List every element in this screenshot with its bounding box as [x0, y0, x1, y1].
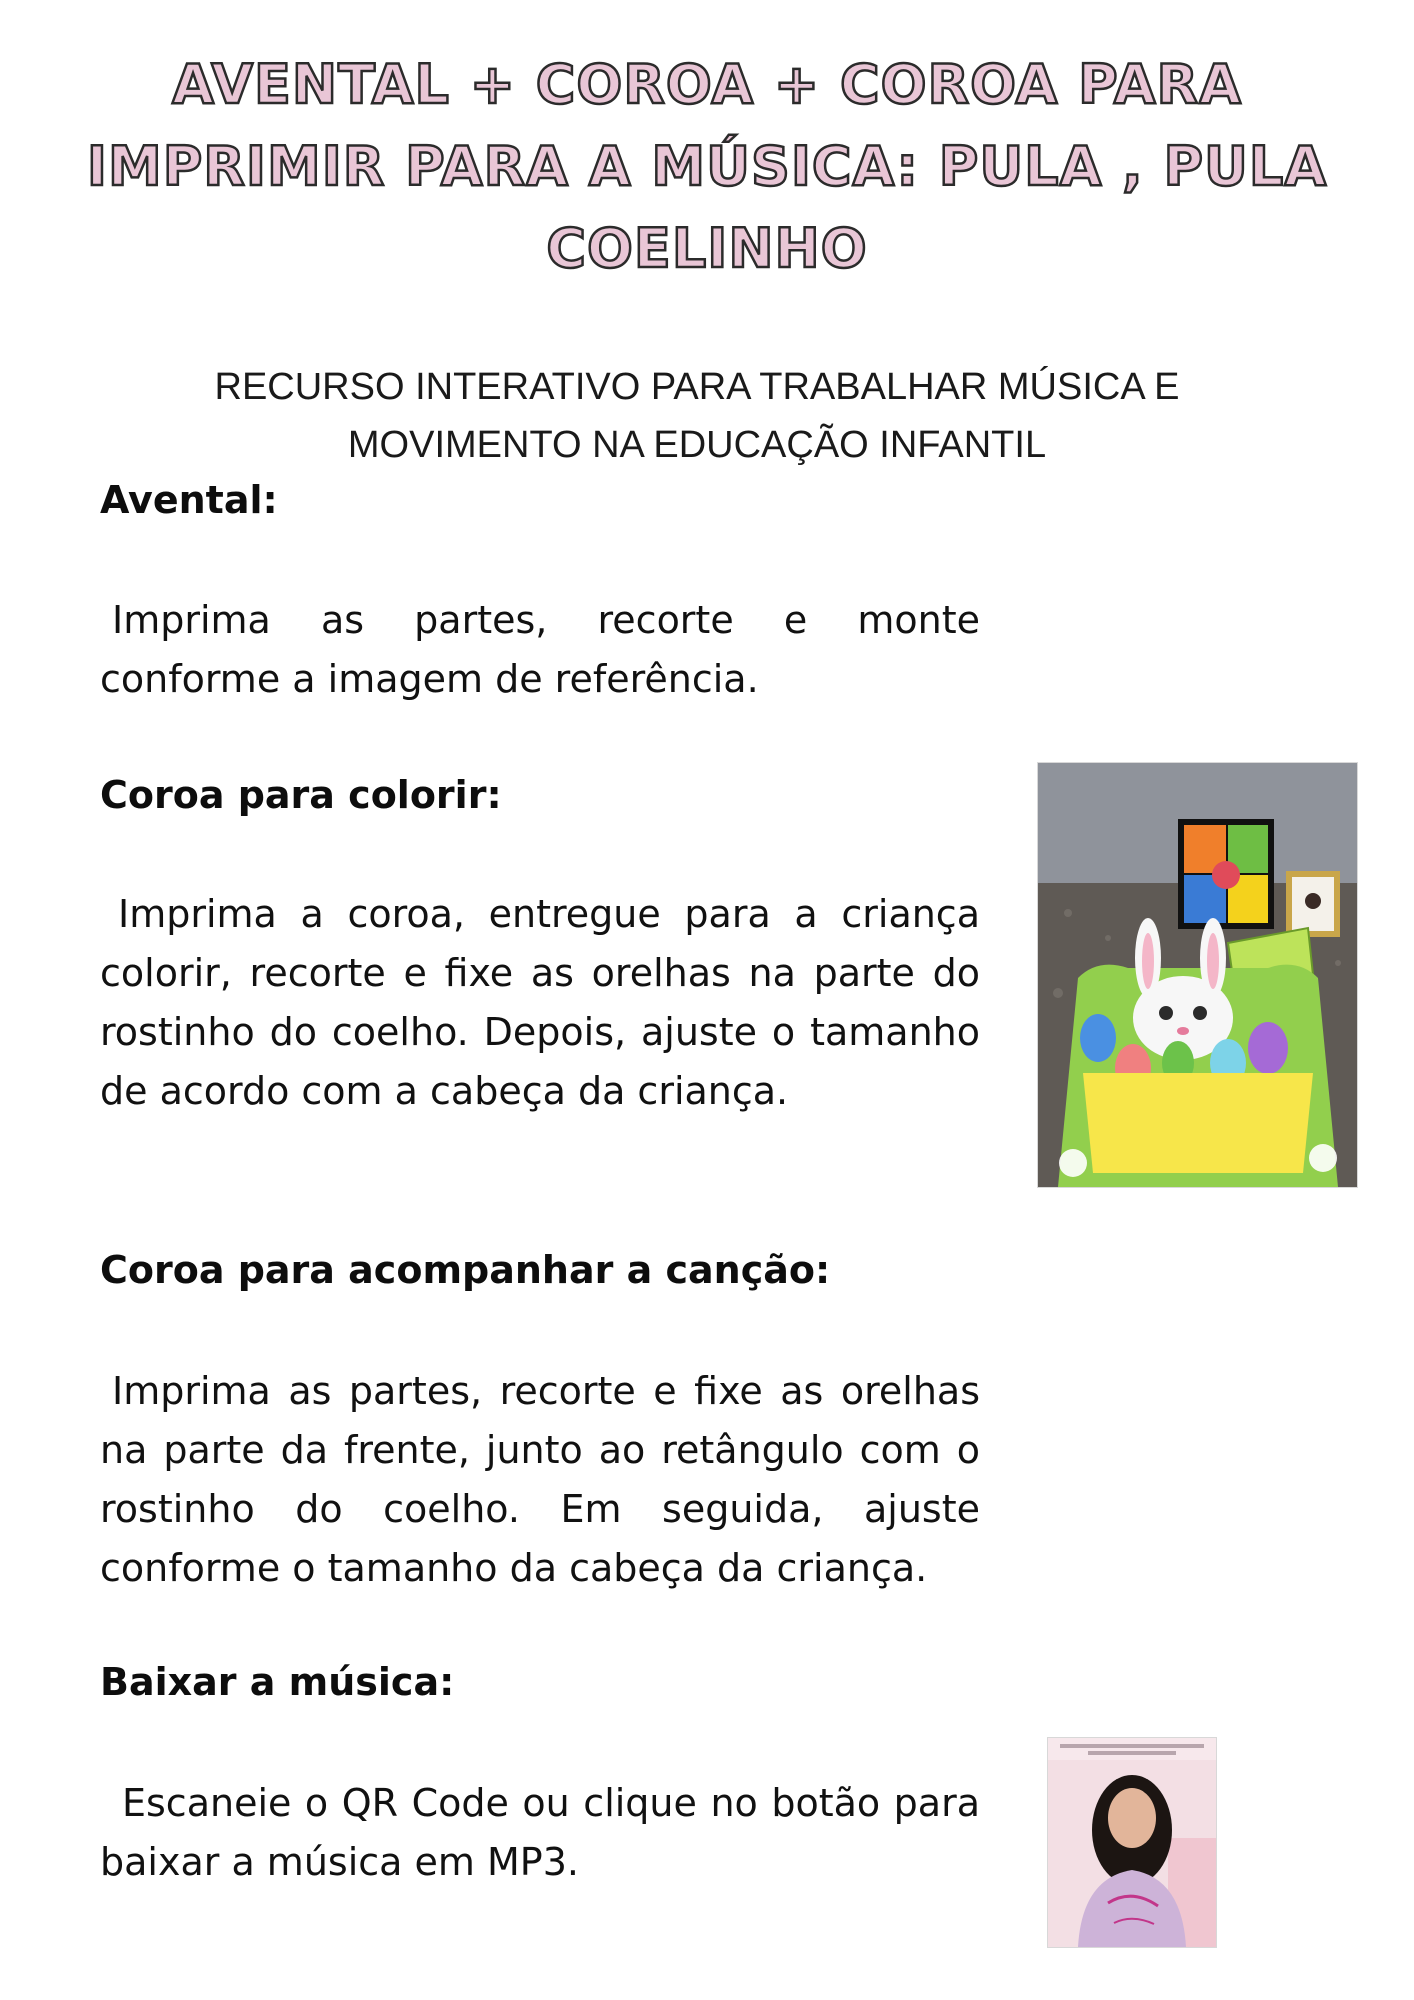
- section-text-coroa-cancao: Imprima as partes, recorte e fixe as orelhas na parte da frente, junto ao retângulo com o rostinho do coelho. Em seguida, ajuste conforme o tamanho da cabeça da criança.: [100, 1369, 980, 1590]
- section-text-coroa-colorir: Imprima a coroa, entregue para a criança colorir, recorte e fixe as orelhas na parte do rostinho do coelho. Depois, ajuste o tamanho de acordo com a cabeça da criança.: [100, 892, 980, 1113]
- subtitle-line-2: MOVIMENTO NA EDUCAÇÃO INFANTIL: [347, 424, 1047, 466]
- teacher-photo: [1047, 1737, 1217, 1948]
- section-text-avental: Imprima as partes, recorte e monte conforme a imagem de referência.: [100, 598, 980, 701]
- section-heading-coroa-colorir: Coroa para colorir:: [100, 773, 502, 817]
- section-text-baixar-musica: Escaneie o QR Code ou clique no botão para baixar a música em MP3.: [100, 1781, 980, 1884]
- section-heading-baixar-musica: Baixar a música:: [100, 1660, 455, 1704]
- subtitle-line-1: RECURSO INTERATIVO PARA TRABALHAR MÚSICA E: [214, 366, 1180, 408]
- section-heading-coroa-cancao: Coroa para acompanhar a canção:: [100, 1248, 831, 1292]
- section-heading-avental: Avental:: [100, 478, 278, 522]
- apron-reference-photo: [1037, 762, 1358, 1188]
- page-title: AVENTAL + COROA + COROA PARA IMPRIMIR PARA A MÚSICA: PULA , PULA COELINHO: [86, 53, 1328, 280]
- page-subtitle: [140, 358, 1254, 474]
